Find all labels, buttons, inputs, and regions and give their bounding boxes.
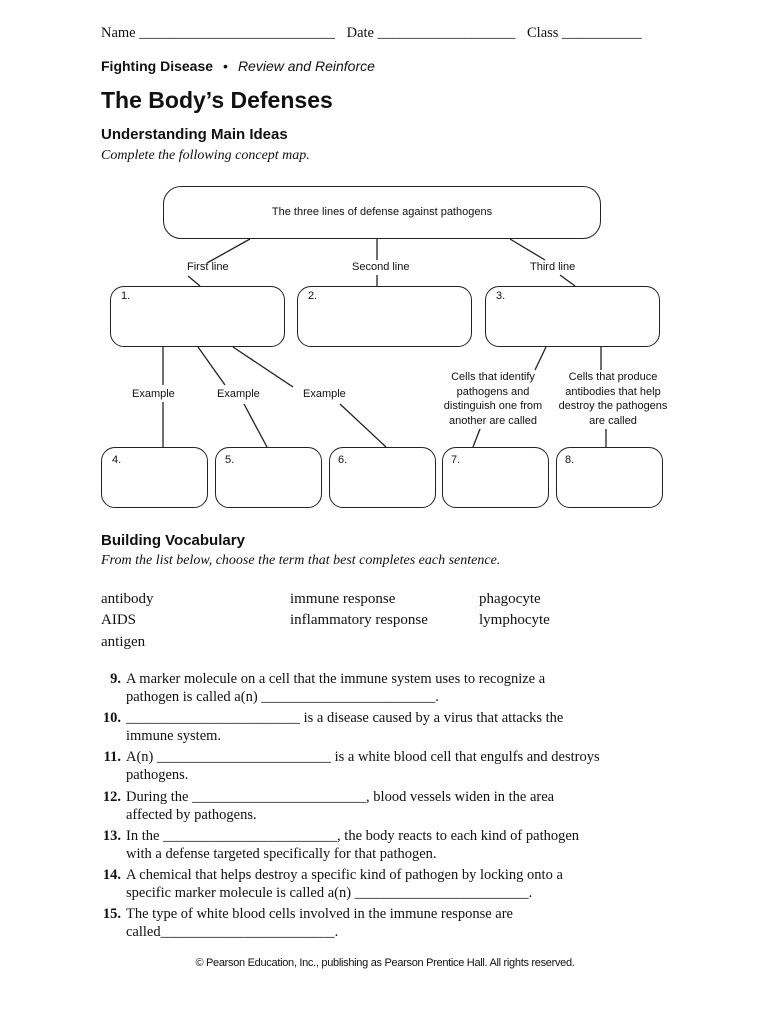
box-number: 4. bbox=[112, 454, 122, 466]
connector-line bbox=[560, 275, 575, 286]
date-field[interactable]: Date ___________________ bbox=[346, 25, 516, 41]
question-item bbox=[101, 748, 601, 784]
chapter-name: Fighting Disease bbox=[101, 58, 214, 74]
example-label: Example bbox=[132, 388, 175, 400]
third-line-description-a: Cells that identify pathogens and distinguish one from another are called bbox=[443, 371, 543, 427]
box-number: 6. bbox=[338, 454, 348, 466]
question-text: The type of white blood cells involved in the immune response are called________________________. bbox=[126, 906, 513, 940]
question-text: In the ________________________, the body reacts to each kind of pathogen with a defense targeted specifically for that pathogen. bbox=[126, 828, 580, 862]
separator: • bbox=[223, 58, 228, 74]
connector-line bbox=[244, 404, 267, 447]
vocabulary-heading: Building Vocabulary bbox=[101, 532, 245, 549]
connector-line bbox=[233, 347, 293, 387]
example-label: Example bbox=[303, 388, 346, 400]
vocab-term: AIDS bbox=[101, 612, 137, 628]
answer-box-1[interactable] bbox=[110, 286, 285, 347]
connector-line bbox=[510, 239, 545, 260]
connector-line bbox=[473, 429, 480, 447]
example-label: Example bbox=[217, 388, 260, 400]
box-number: 5. bbox=[225, 454, 235, 466]
question-number: 13. bbox=[102, 828, 121, 844]
copyright-footer: © Pearson Education, Inc., publishing as Pearson Prentice Hall. All rights reserved. bbox=[195, 957, 575, 969]
vocab-term: antibody bbox=[101, 591, 154, 607]
box-number: 7. bbox=[451, 454, 461, 466]
answer-box-3[interactable] bbox=[485, 286, 660, 347]
question-item bbox=[101, 709, 601, 745]
question-item bbox=[101, 905, 601, 941]
question-item bbox=[101, 866, 601, 902]
question-text: During the ________________________, blood vessels widen in the area affected by pathogens. bbox=[126, 789, 555, 823]
vocab-term: antigen bbox=[101, 634, 146, 650]
question-number: 10. bbox=[102, 710, 121, 726]
section-name: Review and Reinforce bbox=[237, 58, 375, 74]
page-title: The Body’s Defenses bbox=[101, 87, 333, 113]
question-number: 15. bbox=[102, 906, 121, 922]
box-number: 2. bbox=[308, 290, 318, 302]
name-field[interactable]: Name ___________________________ bbox=[101, 25, 335, 41]
question-text: A marker molecule on a cell that the immune system uses to recognize a pathogen is called a(n) ________________________. bbox=[126, 671, 546, 705]
box-number: 3. bbox=[496, 290, 506, 302]
vocab-term: inflammatory response bbox=[290, 612, 428, 628]
connector-line bbox=[198, 347, 225, 385]
question-item bbox=[101, 827, 601, 863]
question-item bbox=[101, 788, 601, 824]
top-concept-text: The three lines of defense against pathogens bbox=[271, 206, 493, 218]
question-text: ________________________ is a disease caused by a virus that attacks the immune system. bbox=[126, 710, 564, 744]
connector-line bbox=[188, 276, 200, 286]
vocabulary-instruction: From the list below, choose the term that best completes each sentence. bbox=[101, 553, 501, 568]
answer-box-2[interactable] bbox=[297, 286, 472, 347]
connector-line bbox=[340, 404, 386, 447]
class-field[interactable]: Class ___________ bbox=[527, 25, 642, 41]
third-line-description-b: Cells that produce antibodies that help destroy the pathogens are called bbox=[558, 371, 668, 427]
second-line-label: Second line bbox=[352, 261, 410, 273]
question-number: 12. bbox=[102, 789, 121, 805]
question-text: A(n) ________________________ is a white blood cell that engulfs and destroys pathogens. bbox=[126, 749, 600, 783]
connector-line bbox=[207, 239, 250, 263]
third-line-label: Third line bbox=[530, 261, 576, 273]
vocab-term: immune response bbox=[290, 591, 396, 607]
question-item bbox=[101, 670, 601, 706]
question-number: 14. bbox=[102, 867, 121, 883]
vocab-term: lymphocyte bbox=[479, 612, 550, 628]
connector-line bbox=[535, 347, 546, 370]
question-text: A chemical that helps destroy a specific kind of pathogen by locking onto a specific marker molecule is called a(n) ________________________. bbox=[126, 867, 563, 901]
question-number: 9. bbox=[110, 671, 121, 687]
concept-map-instruction: Complete the following concept map. bbox=[101, 148, 310, 163]
box-number: 8. bbox=[565, 454, 575, 466]
question-number: 11. bbox=[103, 749, 121, 765]
box-number: 1. bbox=[121, 290, 131, 302]
concept-map-heading: Understanding Main Ideas bbox=[101, 126, 288, 143]
first-line-label: First line bbox=[187, 261, 229, 273]
vocab-term: phagocyte bbox=[479, 591, 541, 607]
